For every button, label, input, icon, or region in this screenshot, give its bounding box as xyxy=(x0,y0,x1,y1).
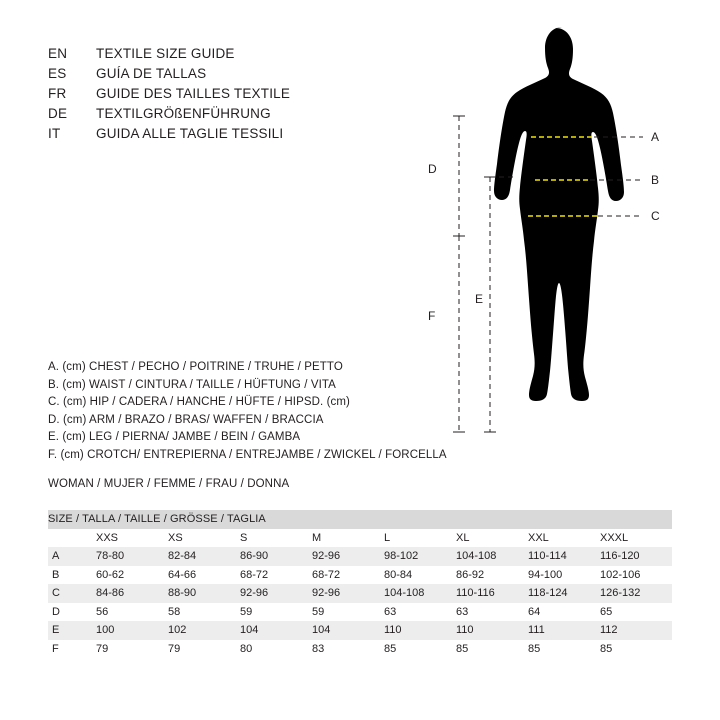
cell-a-m: 92-96 xyxy=(312,547,384,566)
legend-line-e: E. (cm) LEG / PIERNA/ JAMBE / BEIN / GAMBA xyxy=(48,431,301,443)
table-row xyxy=(48,566,672,585)
cell-c-l: 104-108 xyxy=(384,584,456,603)
marker-f-label: F xyxy=(428,309,436,323)
legend-line-f: F. (cm) CROTCH/ ENTREPIERNA / ENTREJAMBE / ZWICKEL / FORCELLA xyxy=(48,448,447,461)
cell-d-m: 59 xyxy=(312,603,384,622)
legend-subtitle: WOMAN / MUJER / FEMME / FRAU / DONNA xyxy=(48,478,290,490)
cell-f-xxxl: 85 xyxy=(600,640,672,659)
cell-c-xxxl: 126-132 xyxy=(600,584,672,603)
marker-e-label: E xyxy=(475,292,484,306)
cell-f-xl: 85 xyxy=(456,640,528,659)
cell-b-xxxl: 102-106 xyxy=(600,566,672,585)
table-row xyxy=(48,584,672,603)
cell-c-m: 92-96 xyxy=(312,584,384,603)
table-column-row xyxy=(48,529,672,548)
cell-c-xxs: 84-86 xyxy=(96,584,168,603)
female-silhouette xyxy=(494,27,624,401)
cell-b-xxs: 60-62 xyxy=(96,566,168,585)
cell-a-xxxl: 116-120 xyxy=(600,547,672,566)
title-row-es xyxy=(48,64,428,84)
row-label-b: B xyxy=(48,566,96,585)
cell-c-s: 92-96 xyxy=(240,584,312,603)
size-table xyxy=(48,510,672,658)
cell-e-xxl: 111 xyxy=(528,621,600,640)
cell-e-xs: 102 xyxy=(168,621,240,640)
table-row xyxy=(48,547,672,566)
legend-line-b: B. (cm) WAIST / CINTURA / TAILLE / HÜFTUNG / VITA xyxy=(48,378,336,391)
cell-d-xl: 63 xyxy=(456,603,528,622)
cell-a-l: 98-102 xyxy=(384,547,456,566)
marker-b-label: B xyxy=(651,173,660,187)
col-xxxl: XXXL xyxy=(600,529,672,548)
cell-f-xxl: 85 xyxy=(528,640,600,659)
table-row xyxy=(48,621,672,640)
row-label-a: A xyxy=(48,547,96,566)
cell-a-xl: 104-108 xyxy=(456,547,528,566)
cell-b-xxl: 94-100 xyxy=(528,566,600,585)
title-row-fr xyxy=(48,84,428,104)
title-text-fr: GUIDE DES TAILLES TEXTILE xyxy=(96,86,291,101)
cell-e-l: 110 xyxy=(384,621,456,640)
marker-c-label: C xyxy=(651,209,660,223)
cell-b-s: 68-72 xyxy=(240,566,312,585)
row-label-f: F xyxy=(48,640,96,659)
size-table-wrap xyxy=(48,510,672,658)
title-lang-fr: FR xyxy=(48,86,67,101)
marker-c xyxy=(598,209,660,223)
cell-d-xxxl: 65 xyxy=(600,603,672,622)
title-lang-it: IT xyxy=(48,126,61,141)
marker-b xyxy=(590,173,659,187)
cell-d-l: 63 xyxy=(384,603,456,622)
cell-b-m: 68-72 xyxy=(312,566,384,585)
cell-e-s: 104 xyxy=(240,621,312,640)
cell-b-xl: 86-92 xyxy=(456,566,528,585)
marker-d xyxy=(428,116,465,236)
title-lang-es: ES xyxy=(48,66,67,81)
cell-a-xs: 82-84 xyxy=(168,547,240,566)
title-lang-en: EN xyxy=(48,46,68,61)
cell-a-s: 86-90 xyxy=(240,547,312,566)
marker-d-label: D xyxy=(428,162,437,176)
cell-c-xl: 110-116 xyxy=(456,584,528,603)
cell-a-xxl: 110-114 xyxy=(528,547,600,566)
col-xs: XS xyxy=(168,529,240,548)
cell-e-xl: 110 xyxy=(456,621,528,640)
col-m: M xyxy=(312,529,384,548)
cell-e-xxxl: 112 xyxy=(600,621,672,640)
cell-d-xs: 58 xyxy=(168,603,240,622)
cell-e-m: 104 xyxy=(312,621,384,640)
title-block xyxy=(48,44,428,144)
title-text-es: GUÍA DE TALLAS xyxy=(96,66,207,81)
col-xxl: XXL xyxy=(528,529,600,548)
cell-f-xs: 79 xyxy=(168,640,240,659)
cell-f-s: 80 xyxy=(240,640,312,659)
row-label-c: C xyxy=(48,584,96,603)
row-label-e: E xyxy=(48,621,96,640)
row-label-d: D xyxy=(48,603,96,622)
cell-c-xs: 88-90 xyxy=(168,584,240,603)
legend-line-d: D. (cm) ARM / BRAZO / BRAS/ WAFFEN / BRACCIA xyxy=(48,413,324,426)
cell-e-xxs: 100 xyxy=(96,621,168,640)
title-text-de: TEXTILGRÖßENFÜHRUNG xyxy=(96,106,271,121)
title-text-it: GUIDA ALLE TAGLIE TESSILI xyxy=(96,126,284,141)
legend-line-a: A. (cm) CHEST / PECHO / POITRINE / TRUHE / PETTO xyxy=(48,361,343,373)
title-row-en xyxy=(48,44,428,64)
table-header-label: SIZE / TALLA / TAILLE / GRÖSSE / TAGLIA xyxy=(48,510,672,529)
cell-d-xxl: 64 xyxy=(528,603,600,622)
col-corner xyxy=(48,529,96,548)
table-header-row xyxy=(48,510,672,529)
cell-f-m: 83 xyxy=(312,640,384,659)
title-row-de xyxy=(48,104,428,124)
cell-f-xxs: 79 xyxy=(96,640,168,659)
title-lang-de: DE xyxy=(48,106,68,121)
title-row-it xyxy=(48,124,428,144)
title-text-en: TEXTILE SIZE GUIDE xyxy=(96,46,235,61)
col-l: L xyxy=(384,529,456,548)
table-row xyxy=(48,640,672,659)
cell-d-xxs: 56 xyxy=(96,603,168,622)
cell-c-xxl: 118-124 xyxy=(528,584,600,603)
cell-f-l: 85 xyxy=(384,640,456,659)
cell-a-xxs: 78-80 xyxy=(96,547,168,566)
cell-b-xs: 64-66 xyxy=(168,566,240,585)
col-s: S xyxy=(240,529,312,548)
col-xl: XL xyxy=(456,529,528,548)
col-xxs: XXS xyxy=(96,529,168,548)
cell-d-s: 59 xyxy=(240,603,312,622)
legend-line-c: C. (cm) HIP / CADERA / HANCHE / HÜFTE / HIPSD. (cm) xyxy=(48,396,350,408)
cell-b-l: 80-84 xyxy=(384,566,456,585)
legend-block xyxy=(48,359,528,493)
table-row xyxy=(48,603,672,622)
marker-a-label: A xyxy=(651,130,660,144)
